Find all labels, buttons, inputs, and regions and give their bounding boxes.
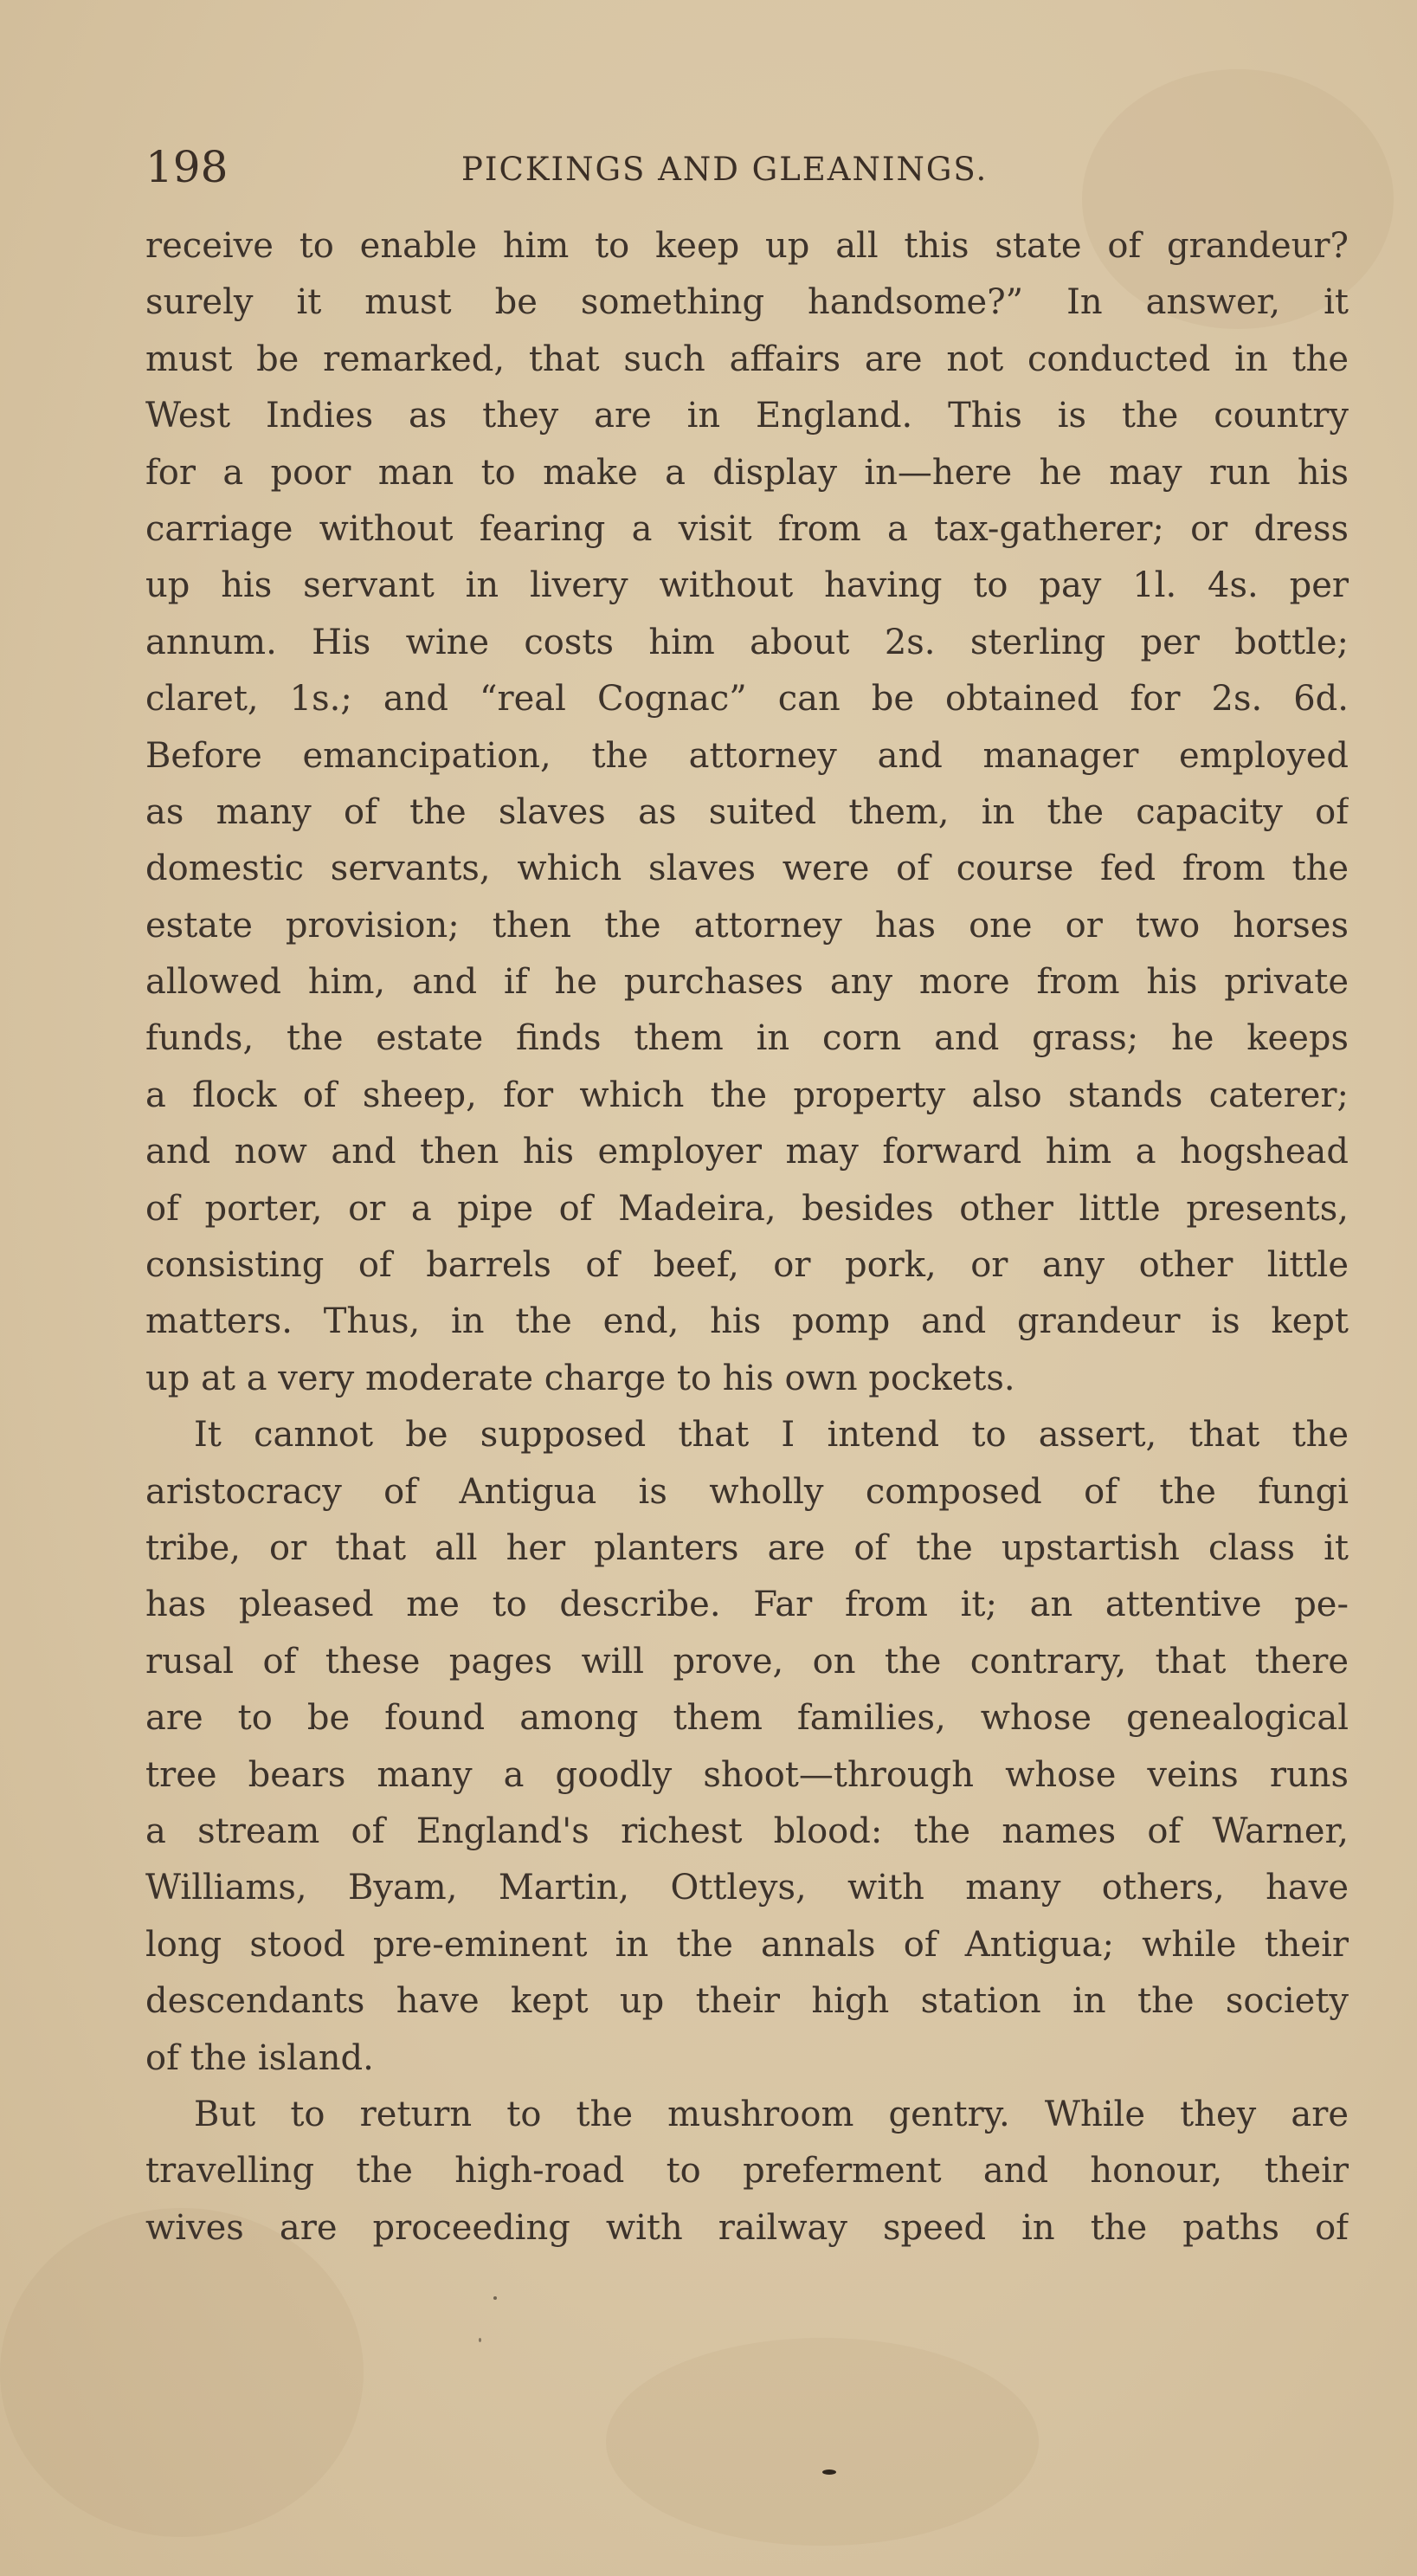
text-line: Williams, Byam, Martin, Ottleys, with many others, have — [145, 1868, 1349, 1908]
text-line: are to be found among them families, whose genealogical — [145, 1698, 1349, 1739]
text-line: rusal of these pages will prove, on the contrary, that there — [145, 1641, 1349, 1682]
page-header — [145, 137, 1349, 197]
text-line: as many of the slaves as suited them, in the capacity of — [145, 791, 1349, 832]
text-line: carriage without fearing a visit from a tax-gatherer; or dress — [145, 508, 1349, 549]
page-number: 198 — [145, 142, 229, 192]
text-line: a flock of sheep, for which the property also stands caterer; — [145, 1075, 1349, 1115]
text-line: domestic servants, which slaves were of course fed from the — [145, 849, 1349, 889]
text-line: and now and then his employer may forward him a hogshead — [145, 1132, 1349, 1172]
text-line: must be remarked, that such affairs are not conducted in the — [145, 339, 1349, 379]
text-line: receive to enable him to keep up all this state of grandeur? — [145, 226, 1349, 266]
text-line: wives are proceeding with railway speed in the paths of — [145, 2207, 1349, 2248]
body-text — [145, 218, 1349, 2256]
text-line: travelling the high-road to preferment and honour, their — [145, 2151, 1349, 2192]
text-line: of porter, or a pipe of Madeira, besides other little presents, — [145, 1188, 1349, 1229]
text-line: claret, 1s.; and “real Cognac” can be obtained for 2s. 6d. — [145, 679, 1349, 720]
text-line: annum. His wine costs him about 2s. sterling per bottle; — [145, 622, 1349, 662]
text-line: consisting of barrels of beef, or pork, or any other little — [145, 1245, 1349, 1286]
text-line: West Indies as they are in England. This is the country — [145, 396, 1349, 436]
text-line: tree bears many a goodly shoot—through whose veins runs — [145, 1754, 1349, 1795]
text-line: up his servant in livery without having to pay 1l. 4s. per — [145, 565, 1349, 606]
text-line: matters. Thus, in the end, his pomp and grandeur is kept — [145, 1301, 1349, 1342]
text-line: Before emancipation, the attorney and manager employed — [145, 735, 1349, 776]
text-line: allowed him, and if he purchases any more from his private — [145, 962, 1349, 1003]
text-line: aristocracy of Antigua is wholly composed of the fungi — [145, 1471, 1349, 1512]
text-line: descendants have kept up their high station in the society — [145, 1981, 1349, 2022]
text-line: long stood pre-eminent in the annals of Antigua; while their — [145, 1924, 1349, 1965]
paper-stain — [606, 2338, 1039, 2546]
text-line: surely it must be something handsome?” In answer, it — [145, 282, 1349, 323]
text-line: a stream of England's richest blood: the names of Warner, — [145, 1811, 1349, 1851]
text-line: It cannot be supposed that I intend to assert, that the — [194, 1415, 1349, 1456]
ink-speck — [479, 2338, 481, 2342]
text-line: up at a very moderate charge to his own pockets. — [145, 1358, 1015, 1398]
ink-speck — [493, 2296, 497, 2300]
text-line: for a poor man to make a display in—here he may run his — [145, 452, 1349, 493]
running-title: PICKINGS AND GLEANINGS. — [461, 151, 989, 188]
text-line: funds, the estate finds them in corn and grass; he keeps — [145, 1018, 1349, 1059]
text-line: estate provision; then the attorney has one or two horses — [145, 905, 1349, 946]
paper-stain — [0, 2208, 364, 2537]
text-line: of the island. — [145, 2037, 374, 2078]
text-line: tribe, or that all her planters are of the upstartish class it — [145, 1527, 1349, 1568]
text-line: But to return to the mushroom gentry. While they are — [194, 2094, 1349, 2134]
ink-speck — [822, 2469, 836, 2475]
text-line: has pleased me to describe. Far from it; an attentive pe- — [145, 1585, 1349, 1625]
